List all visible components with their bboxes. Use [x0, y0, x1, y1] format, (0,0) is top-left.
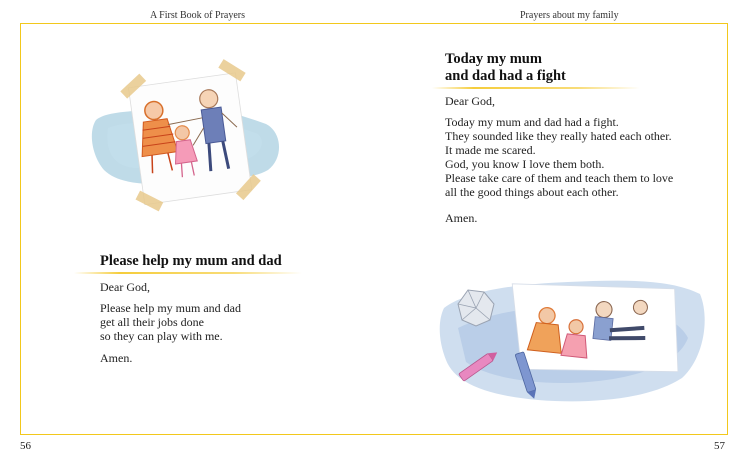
prayer-line: get all their jobs done — [100, 315, 204, 329]
prayer-line: Please help my mum and dad — [100, 301, 241, 315]
prayer-title-right-line-2: and dad had a fight — [445, 68, 566, 84]
page-number-left: 56 — [20, 440, 31, 452]
crumpled-drawing-with-crayons-icon — [438, 268, 710, 412]
prayer-title-left: Please help my mum and dad — [100, 253, 282, 269]
title-underline-right — [432, 87, 640, 89]
prayer-line: They sounded like they really hated each other. — [445, 129, 672, 143]
salutation-left: Dear God, — [100, 280, 150, 294]
running-head-left: A First Book of Prayers — [150, 10, 245, 21]
closing-left: Amen. — [100, 351, 133, 365]
prayer-line: Please take care of them and teach them to love — [445, 171, 674, 185]
closing-right: Amen. — [445, 211, 478, 225]
prayer-line: so they can play with me. — [100, 329, 223, 343]
salutation-right: Dear God, — [445, 94, 495, 108]
title-underline-left — [74, 272, 302, 274]
page-number-right: 57 — [714, 440, 725, 452]
family-drawing-taped-icon — [88, 58, 288, 228]
prayer-line: Today my mum and dad had a fight. — [445, 115, 619, 129]
prayer-line: God, you know I love them both. — [445, 157, 605, 171]
prayer-line: It made me scared. — [445, 143, 536, 157]
running-head-right: Prayers about my family — [520, 10, 619, 21]
prayer-title-right-line-1: Today my mum — [445, 51, 542, 67]
prayer-line: all the good things about each other. — [445, 185, 619, 199]
